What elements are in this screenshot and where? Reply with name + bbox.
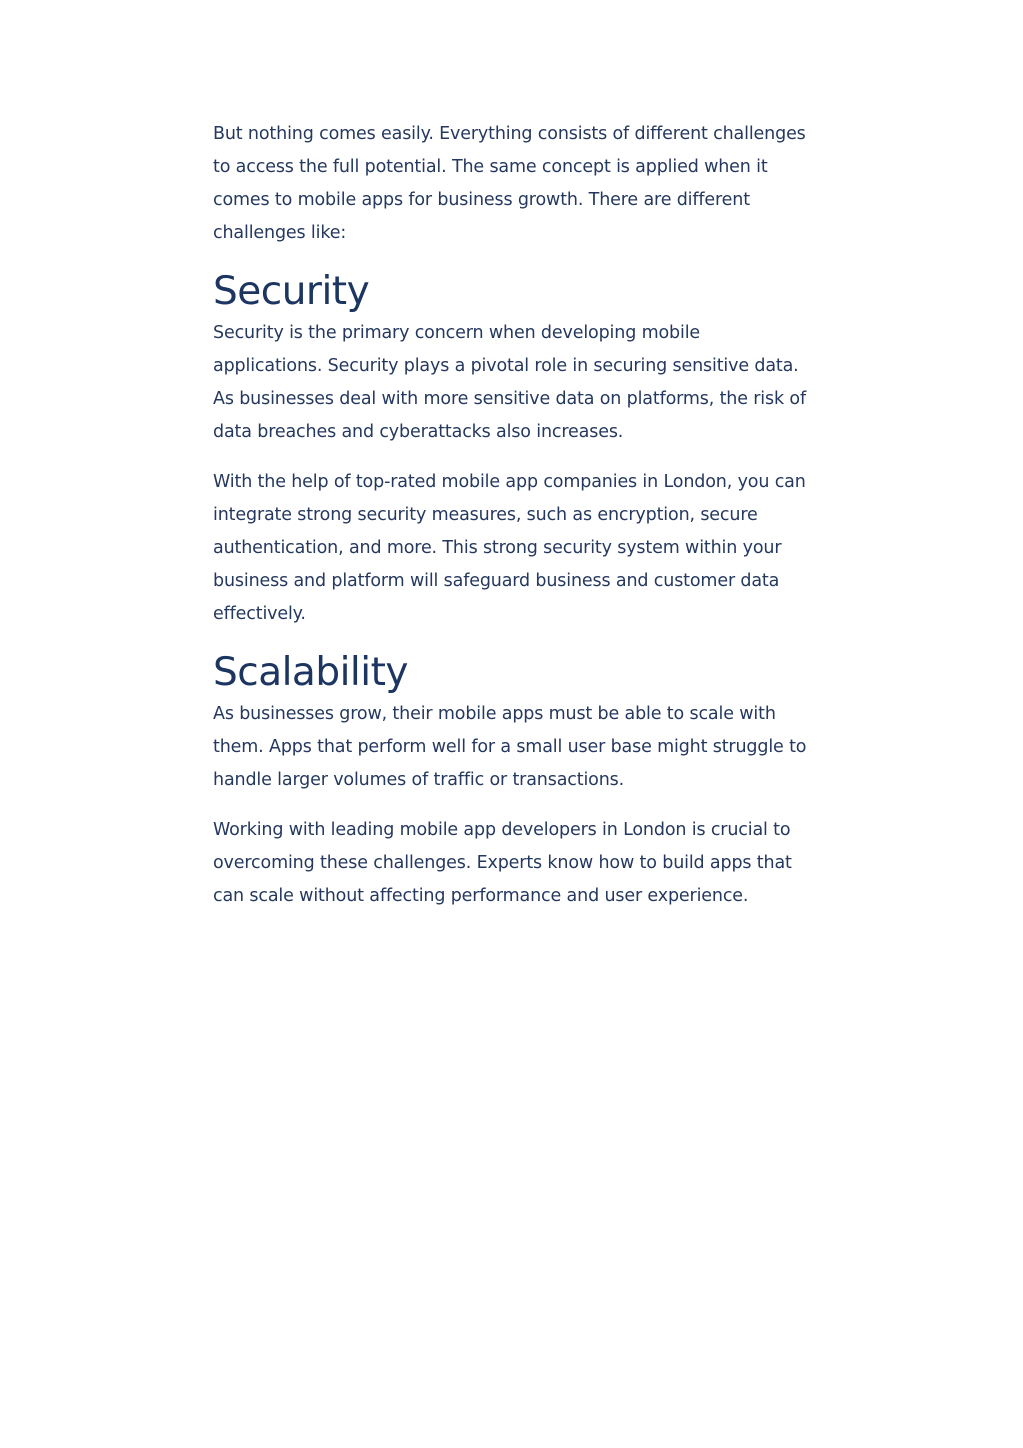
intro-paragraph: But nothing comes easily. Everything consists of different challenges to access the full potential. The same concept is applied when it comes to mobile apps for business growth. There are different challenges like: [213,124,806,243]
document-page [213,118,813,930]
security-heading: Security [213,269,370,314]
scalability-paragraph-2: Working with leading mobile app developers in London is crucial to overcoming these challenges. Experts know how to build apps that can scale without affecting performance and user experience. [213,820,792,906]
security-paragraph-2: With the help of top-rated mobile app companies in London, you can integrate strong security measures, such as encryption, secure authentication, and more. This strong security system within your business and platform will safeguard business and customer data effectively. [213,472,806,624]
scalability-paragraph-1: As businesses grow, their mobile apps must be able to scale with them. Apps that perform well for a small user base might struggle to handle larger volumes of traffic or transactions. [213,704,807,790]
security-paragraph-1: Security is the primary concern when developing mobile applications. Security plays a pivotal role in securing sensitive data. As businesses deal with more sensitive data on platforms, the risk of data breaches and cyberattacks also increases. [213,323,806,442]
scalability-heading: Scalability [213,650,408,695]
